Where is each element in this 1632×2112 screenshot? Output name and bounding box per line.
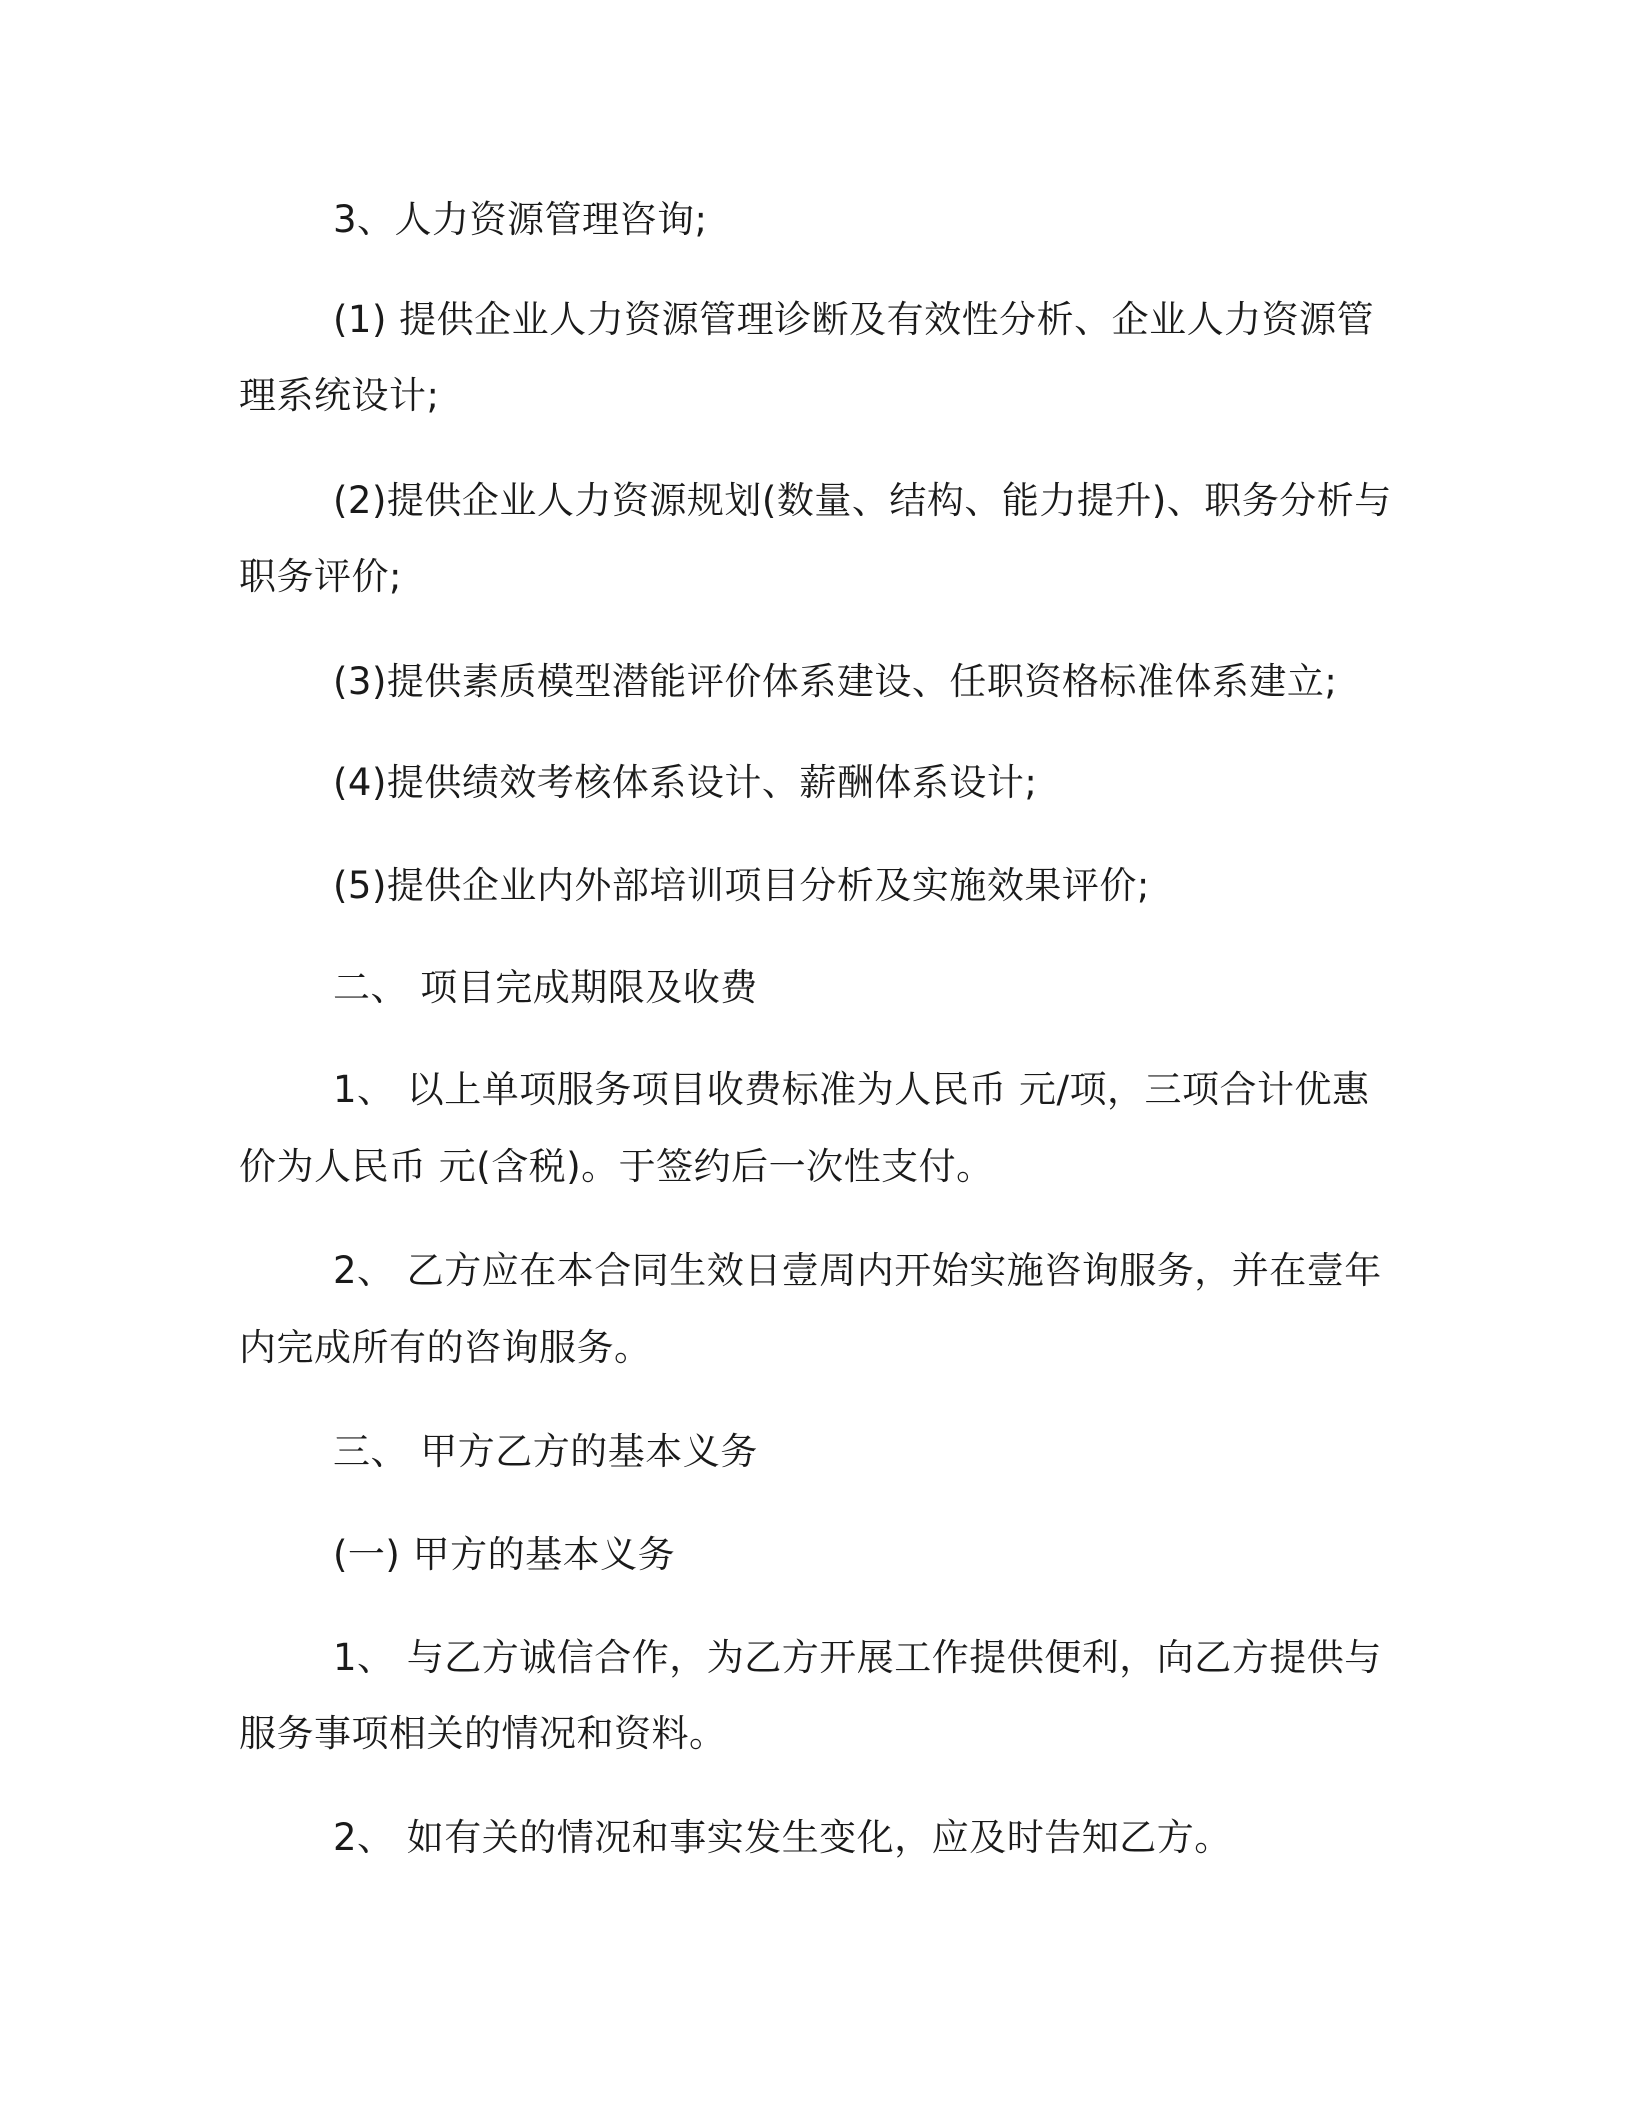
party-a-obligation-1-line-2: 服务事项相关的情况和资料。 (239, 1712, 727, 1755)
item-4: (4)提供绩效考核体系设计、薪酬体系设计; (333, 761, 1038, 804)
item-2-line-2: 职务评价; (239, 555, 402, 598)
party-a-obligation-1-line-1: 1、 与乙方诚信合作，为乙方开展工作提供便利，向乙方提供与 (333, 1636, 1382, 1679)
fee-clause-1-line-2: 价为人民币 元(含税)。于签约后一次性支付。 (239, 1145, 994, 1188)
fee-clause-2-line-1: 2、 乙方应在本合同生效日壹周内开始实施咨询服务，并在壹年 (333, 1249, 1382, 1292)
item-5: (5)提供企业内外部培训项目分析及实施效果评价; (333, 864, 1150, 907)
section-2-heading: 二、 项目完成期限及收费 (333, 966, 758, 1009)
item-3: (3)提供素质模型潜能评价体系建设、任职资格标准体系建立; (333, 660, 1338, 703)
party-a-obligations-heading: (一) 甲方的基本义务 (333, 1533, 676, 1576)
party-a-obligation-2: 2、 如有关的情况和事实发生变化，应及时告知乙方。 (333, 1816, 1232, 1859)
item-2-line-1: (2)提供企业人力资源规划(数量、结构、能力提升)、职务分析与 (333, 479, 1392, 522)
fee-clause-1-line-1: 1、 以上单项服务项目收费标准为人民币 元/项，三项合计优惠 (333, 1068, 1370, 1111)
section-3-obligations-heading: 三、 甲方乙方的基本义务 (333, 1430, 758, 1473)
item-1-line-1: (1) 提供企业人力资源管理诊断及有效性分析、企业人力资源管 (333, 298, 1375, 341)
item-1-line-2: 理系统设计; (239, 374, 440, 417)
fee-clause-2-line-2: 内完成所有的咨询服务。 (239, 1326, 652, 1369)
section-3-heading: 3、人力资源管理咨询; (333, 198, 708, 241)
